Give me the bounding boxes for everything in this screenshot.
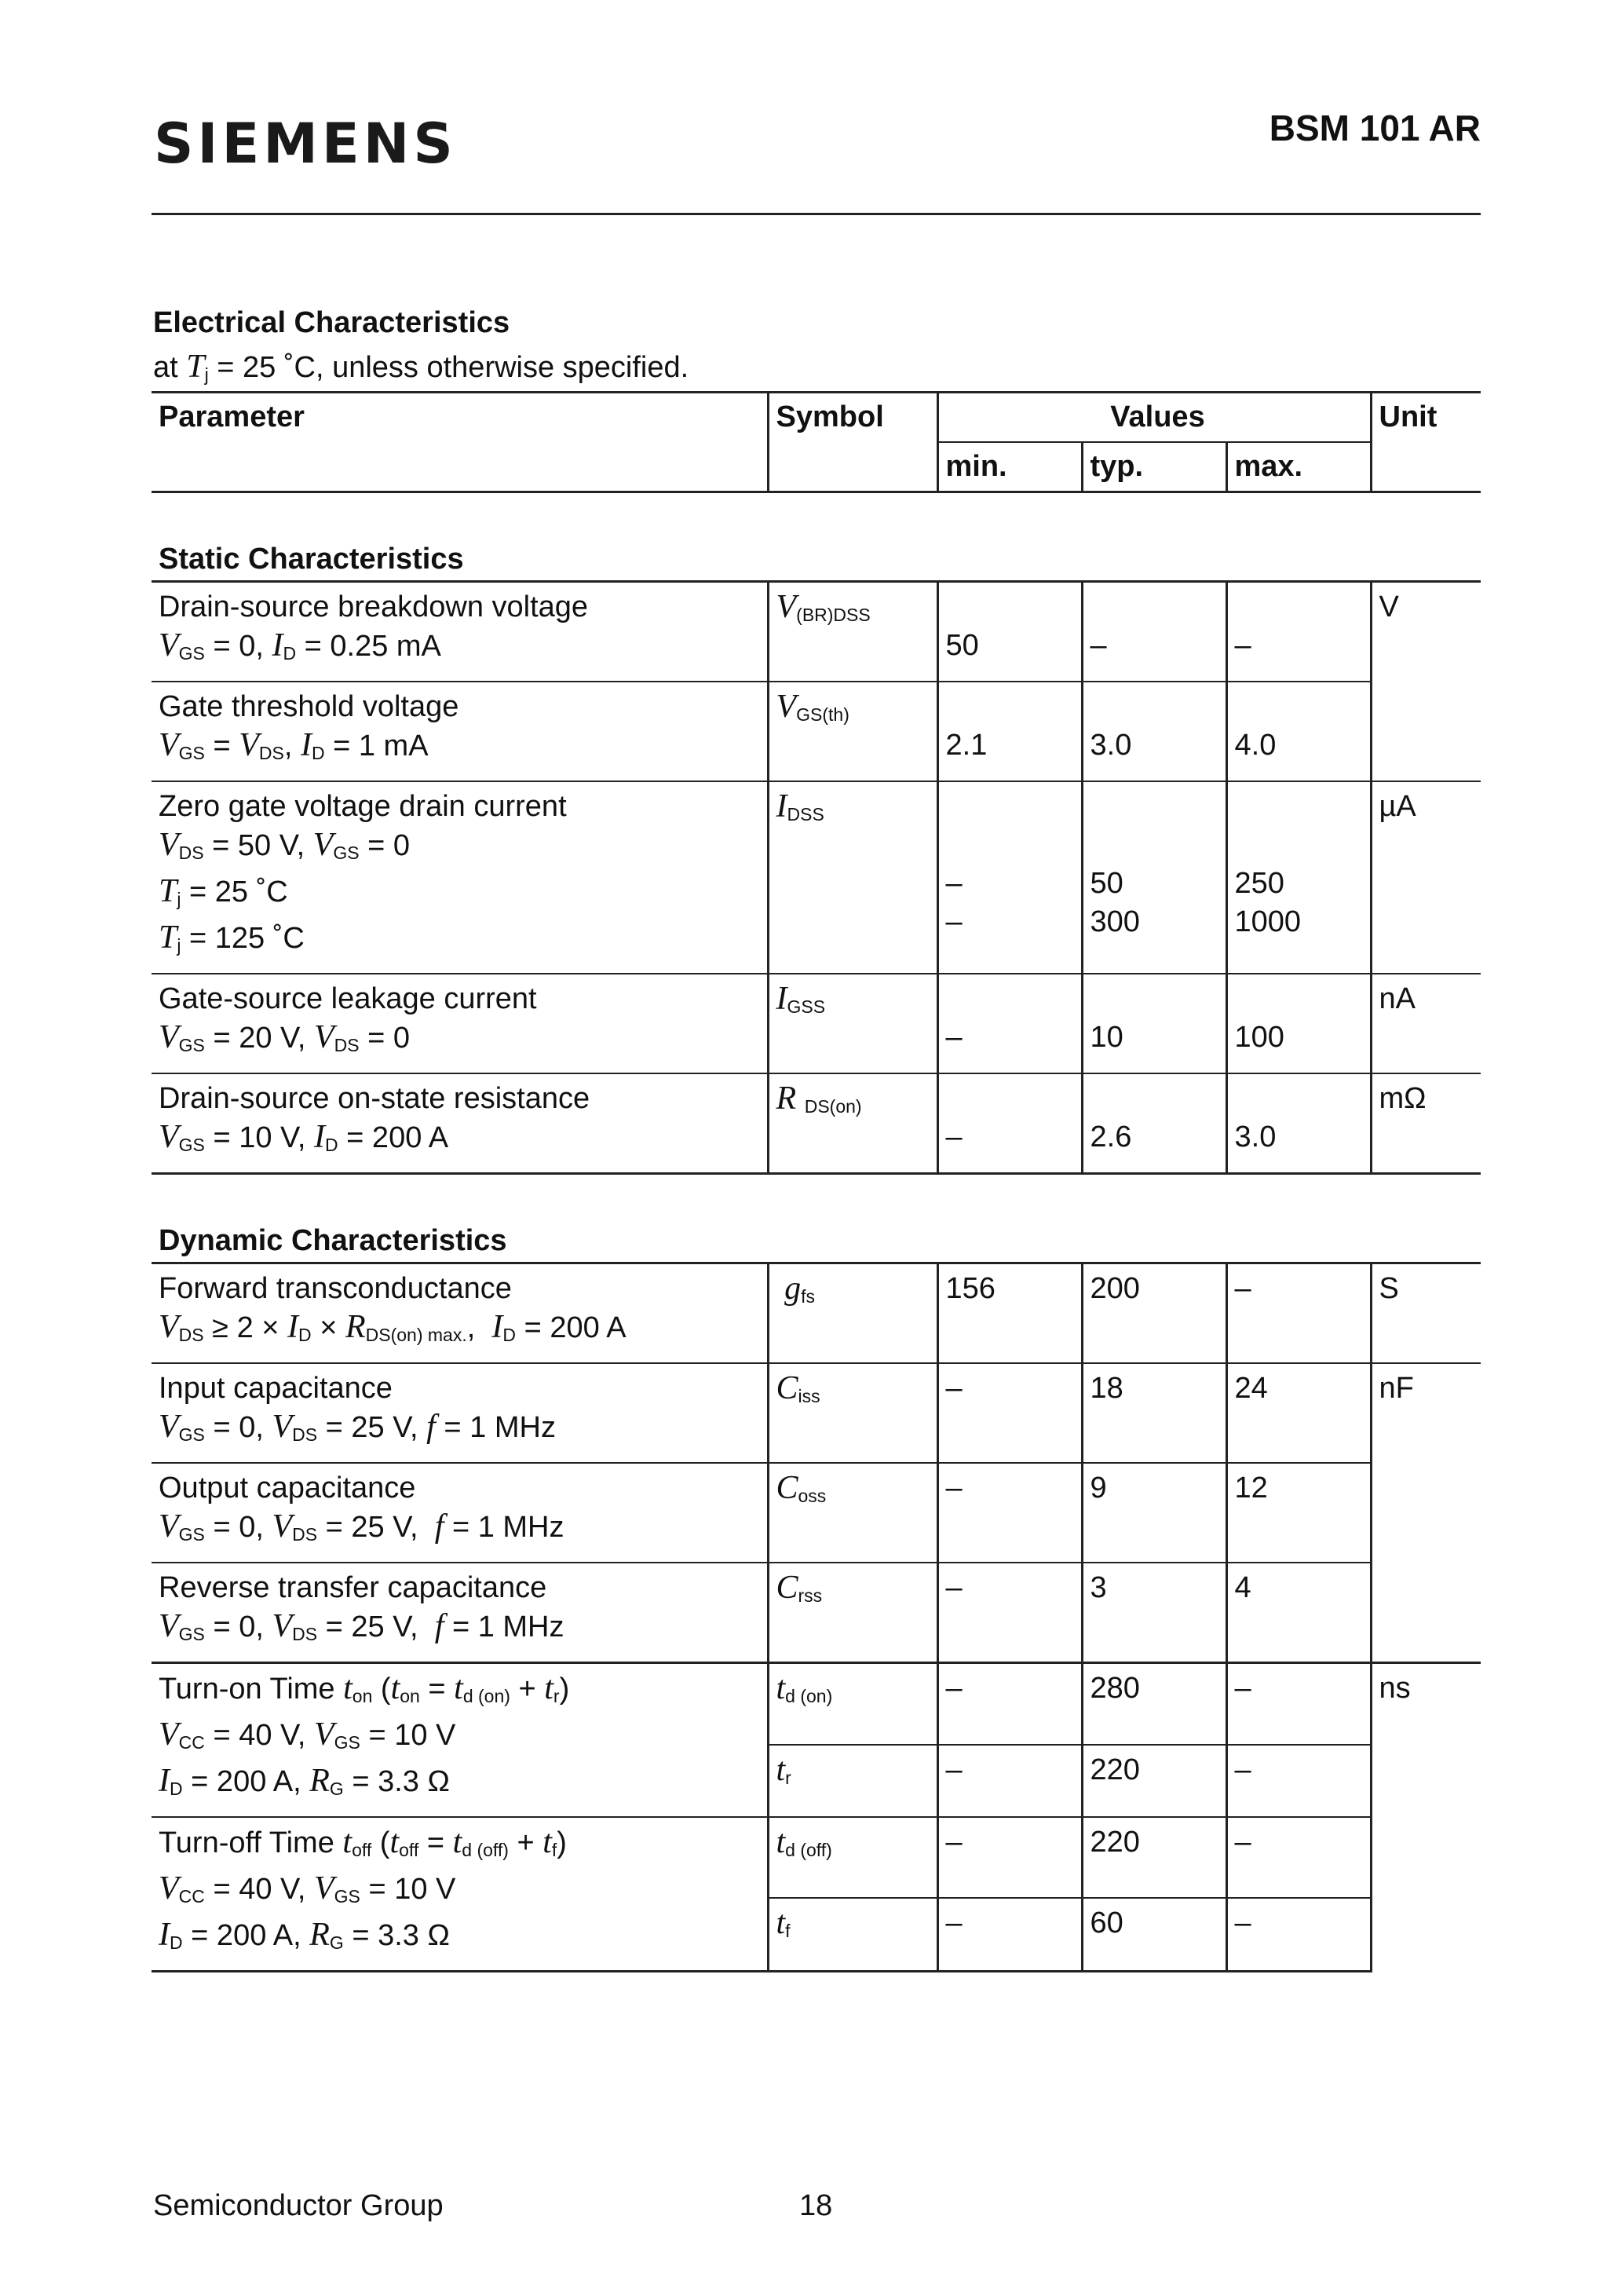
typ-cell: 200 bbox=[1082, 1263, 1226, 1364]
table-row bbox=[152, 1263, 1481, 1364]
param-name: Drain-source on-state resistance bbox=[159, 1082, 590, 1115]
header-min: min. bbox=[937, 442, 1082, 492]
param-condition: $V_{GS} = 10$ V, $I_D = 200$ A bbox=[159, 1119, 449, 1155]
footer-company: Semiconductor Group bbox=[153, 2189, 444, 2222]
unit-cell: nA bbox=[1371, 974, 1481, 1073]
dynamic-characteristics-title: Dynamic Characteristics bbox=[152, 1174, 1481, 1263]
typ-cell: 2.6 bbox=[1082, 1073, 1226, 1174]
param-name: Input capacitance bbox=[159, 1372, 393, 1405]
header-unit: Unit bbox=[1371, 393, 1481, 492]
table-row bbox=[152, 582, 1481, 682]
table-row bbox=[152, 1463, 1481, 1563]
symbol-cell: $t_r$ bbox=[768, 1745, 937, 1817]
param-name: Turn-on Time $t_{on}$ $(t_{on} = t_{d (on)} + t_r)$ bbox=[159, 1670, 570, 1706]
header-parameter: Parameter bbox=[152, 393, 768, 492]
min-cell: – bbox=[937, 1073, 1082, 1174]
min-cell: – bbox=[937, 1898, 1082, 1971]
param-condition: $V_{GS} = 0$, $I_D = 0.25$ mA bbox=[159, 627, 441, 664]
param-condition: $T_j = 125$ ˚C bbox=[159, 919, 305, 956]
param-condition: $V_{GS} = 0$, $V_{DS} = 25$ V, f = 1 MHz bbox=[159, 1409, 556, 1445]
typ-cell: 9 bbox=[1082, 1463, 1226, 1563]
param-name: Reverse transfer capacitance bbox=[159, 1571, 547, 1604]
characteristics-table bbox=[152, 391, 1481, 1972]
table-row bbox=[152, 1563, 1481, 1663]
table-row bbox=[152, 682, 1481, 781]
symbol-cell: $t_{d (off)}$ bbox=[768, 1817, 937, 1898]
min-cell: – bbox=[937, 974, 1082, 1073]
siemens-logo: SIEMENS bbox=[154, 112, 457, 176]
max-cell: – bbox=[1226, 1898, 1371, 1971]
max-cell: – bbox=[1226, 1817, 1371, 1898]
conditions-line: at $T_j = 25$ ˚C, unless otherwise specified. bbox=[153, 349, 689, 385]
param-name: Forward transconductance bbox=[159, 1272, 512, 1305]
section-title: Electrical Characteristics bbox=[153, 306, 510, 339]
symbol-cell: $I_{DSS}$ bbox=[768, 781, 937, 974]
max-cell: 24 bbox=[1226, 1363, 1371, 1463]
symbol-cell: R $_{DS(on)}$ bbox=[768, 1073, 937, 1174]
typ-cell: – bbox=[1082, 582, 1226, 682]
table-row bbox=[152, 781, 1481, 974]
max-cell: 4.0 bbox=[1226, 682, 1371, 781]
param-condition: $I_D = 200$ A, $R_G = 3.3$ Ω bbox=[159, 1763, 450, 1799]
max-cell: – bbox=[1226, 1745, 1371, 1817]
param-name: Zero gate voltage drain current bbox=[159, 790, 567, 823]
typ-cell: 18 bbox=[1082, 1363, 1226, 1463]
param-condition: $V_{GS} = 0$, $V_{DS} = 25$ V, f = 1 MHz bbox=[159, 1508, 564, 1545]
param-name: Output capacitance bbox=[159, 1472, 416, 1504]
param-condition: $V_{GS} = V_{DS}$, $I_D = 1$ mA bbox=[159, 727, 429, 763]
min-cell: 50 bbox=[937, 582, 1082, 682]
table-row bbox=[152, 1073, 1481, 1174]
param-condition: $V_{DS} \ge 2 \times I_D \times R_{DS(on) max.}$, $I_D = 200$ A bbox=[159, 1309, 627, 1345]
symbol-cell: $C_{iss}$ bbox=[768, 1363, 937, 1463]
symbol-cell: $V_{(BR)DSS}$ bbox=[768, 582, 937, 682]
symbol-cell: $t_{d (on)}$ bbox=[768, 1663, 937, 1745]
max-cell: 12 bbox=[1226, 1463, 1371, 1563]
max-cell: – bbox=[1226, 582, 1371, 682]
table-row bbox=[152, 1817, 1481, 1898]
symbol-cell: $V_{GS(th)}$ bbox=[768, 682, 937, 781]
typ-cell: 280 bbox=[1082, 1663, 1226, 1745]
unit-cell: ns bbox=[1371, 1663, 1481, 1972]
param-condition: $V_{CC} = 40$ V, $V_{GS} = 10$ V bbox=[159, 1717, 456, 1753]
page-number: 18 bbox=[799, 2189, 833, 2222]
typ-cell: 50 300 bbox=[1082, 781, 1226, 974]
header-max: max. bbox=[1226, 442, 1371, 492]
min-cell: – bbox=[937, 1817, 1082, 1898]
max-cell: 100 bbox=[1226, 974, 1371, 1073]
param-condition: $V_{GS} = 20$ V, $V_{DS} = 0$ bbox=[159, 1019, 411, 1055]
unit-cell: V bbox=[1371, 582, 1481, 782]
unit-cell: µA bbox=[1371, 781, 1481, 974]
typ-cell: 10 bbox=[1082, 974, 1226, 1073]
param-condition: $T_j = 25$ ˚C bbox=[159, 873, 288, 909]
table-row bbox=[152, 1663, 1481, 1745]
max-cell: 4 bbox=[1226, 1563, 1371, 1663]
min-cell: – bbox=[937, 1745, 1082, 1817]
min-cell: 156 bbox=[937, 1263, 1082, 1364]
min-cell: – – bbox=[937, 781, 1082, 974]
typ-cell: 3.0 bbox=[1082, 682, 1226, 781]
unit-cell: mΩ bbox=[1371, 1073, 1481, 1174]
min-cell: – bbox=[937, 1363, 1082, 1463]
max-cell: 250 1000 bbox=[1226, 781, 1371, 974]
min-cell: – bbox=[937, 1663, 1082, 1745]
param-condition: $I_D = 200$ A, $R_G = 3.3$ Ω bbox=[159, 1917, 450, 1953]
param-name: Gate threshold voltage bbox=[159, 690, 459, 723]
min-cell: – bbox=[937, 1563, 1082, 1663]
symbol-cell: $I_{GSS}$ bbox=[768, 974, 937, 1073]
unit-cell: S bbox=[1371, 1263, 1481, 1364]
unit-cell: nF bbox=[1371, 1363, 1481, 1663]
param-name: Gate-source leakage current bbox=[159, 982, 537, 1015]
header-values: Values bbox=[937, 393, 1371, 443]
param-name: Drain-source breakdown voltage bbox=[159, 590, 589, 623]
symbol-cell: $t_f$ bbox=[768, 1898, 937, 1971]
symbol-cell: $C_{oss}$ bbox=[768, 1463, 937, 1563]
typ-cell: 3 bbox=[1082, 1563, 1226, 1663]
table-row bbox=[152, 1363, 1481, 1463]
param-condition: $V_{CC} = 40$ V, $V_{GS} = 10$ V bbox=[159, 1870, 456, 1907]
static-characteristics-title: Static Characteristics bbox=[152, 492, 1481, 582]
header-rule bbox=[152, 213, 1481, 215]
min-cell: 2.1 bbox=[937, 682, 1082, 781]
typ-cell: 220 bbox=[1082, 1745, 1226, 1817]
min-cell: – bbox=[937, 1463, 1082, 1563]
header-symbol: Symbol bbox=[768, 393, 937, 492]
header-typ: typ. bbox=[1082, 442, 1226, 492]
symbol-cell: $C_{rss}$ bbox=[768, 1563, 937, 1663]
part-number: BSM 101 AR bbox=[1269, 108, 1481, 148]
param-condition: $V_{GS} = 0$, $V_{DS} = 25$ V, f = 1 MHz bbox=[159, 1608, 564, 1644]
table-row bbox=[152, 974, 1481, 1073]
typ-cell: 60 bbox=[1082, 1898, 1226, 1971]
max-cell: – bbox=[1226, 1263, 1371, 1364]
max-cell: – bbox=[1226, 1663, 1371, 1745]
max-cell: 3.0 bbox=[1226, 1073, 1371, 1174]
param-name: Turn-off Time $t_{off}$ $(t_{off} = t_{d (off)} + t_f)$ bbox=[159, 1824, 567, 1860]
param-condition: $V_{DS} = 50$ V, $V_{GS} = 0$ bbox=[159, 827, 411, 863]
typ-cell: 220 bbox=[1082, 1817, 1226, 1898]
symbol-cell: $g_{fs}$ bbox=[768, 1263, 937, 1364]
